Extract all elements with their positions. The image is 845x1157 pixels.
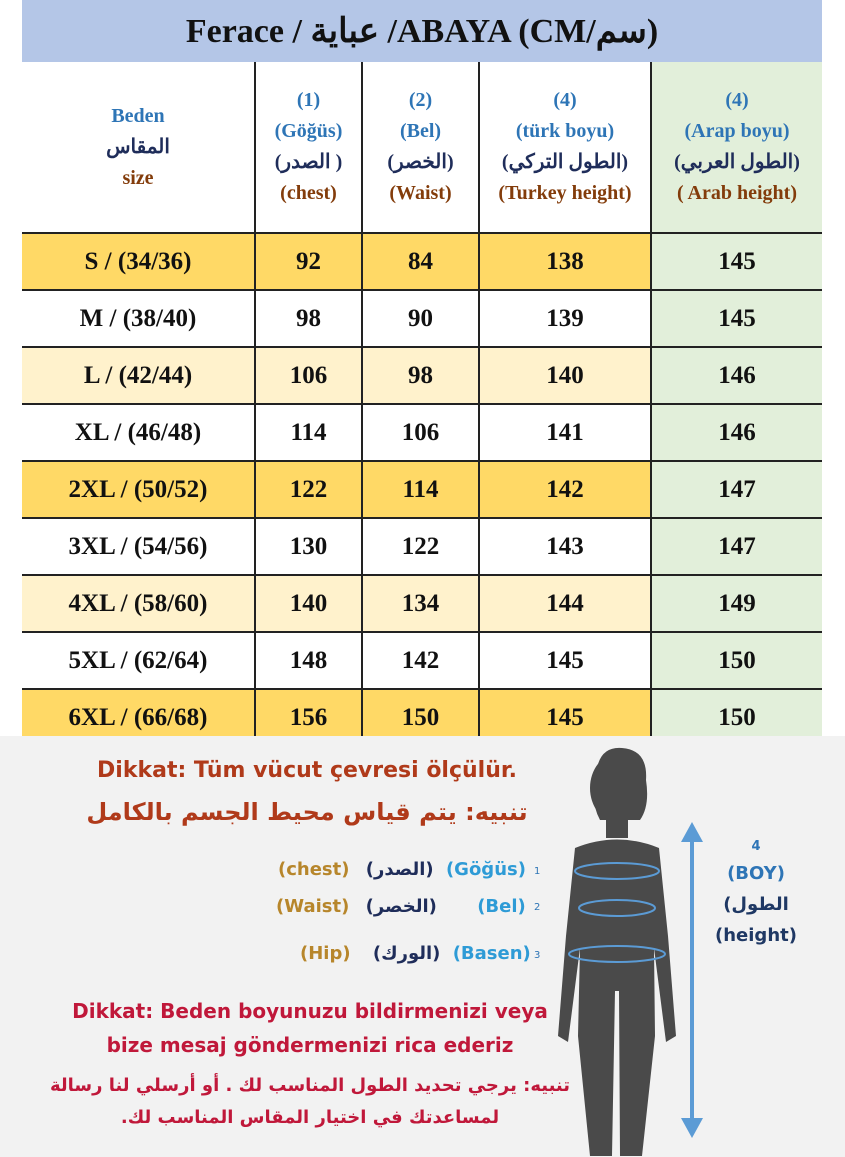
- cell-turk: 144: [479, 575, 651, 632]
- cell-turk: 145: [479, 632, 651, 689]
- m1-tr: (Göğüs): [445, 859, 526, 880]
- m1-en: (chest): [278, 859, 350, 880]
- cell-chest: 98: [255, 290, 362, 347]
- cell-chest: 156: [255, 689, 362, 746]
- header-arab: [651, 62, 822, 233]
- dikkat2-ar-line2: لمساعدتك في اختيار المقاس المناسب لك.: [120, 1107, 500, 1128]
- cell-waist: 134: [362, 575, 479, 632]
- cell-arab: 145: [651, 233, 822, 290]
- boy-boy: (BOY): [727, 863, 785, 884]
- size-row: [22, 518, 822, 575]
- dikkat2-ar-line1: تنبيه: يرجي تحديد الطول المناسب لك . أو أرسلي لنا رسالة: [49, 1075, 571, 1096]
- m2-num: 2: [534, 902, 541, 913]
- note-dikkat-2-ar: [40, 1070, 580, 1134]
- size-row: [22, 233, 822, 290]
- size-row: [22, 461, 822, 518]
- cell-turk: 139: [479, 290, 651, 347]
- cell-turk: 145: [479, 689, 651, 746]
- cell-arab: 146: [651, 347, 822, 404]
- cell-size: L / (42/44): [22, 347, 255, 404]
- size-row: [22, 347, 822, 404]
- cell-chest: 122: [255, 461, 362, 518]
- note-dikkat-1-ar: تنبيه: يتم قياس محيط الجسم بالكامل: [86, 798, 528, 826]
- cell-chest: 130: [255, 518, 362, 575]
- measure-row-hip: [300, 943, 531, 964]
- cell-arab: 145: [651, 290, 822, 347]
- m2-en: (Waist): [276, 896, 350, 917]
- arab-tr: (Arap boyu): [684, 120, 790, 142]
- boy-en: (height): [715, 925, 797, 946]
- header-beden: [22, 62, 255, 233]
- cell-arab: 150: [651, 689, 822, 746]
- cell-waist: 84: [362, 233, 479, 290]
- beden-ar: المقاس: [106, 135, 170, 158]
- header-waist: [362, 62, 479, 233]
- cell-chest: 140: [255, 575, 362, 632]
- m3-ar: (الورك): [372, 943, 441, 964]
- m3-num: 3: [534, 950, 541, 961]
- cell-arab: 146: [651, 404, 822, 461]
- cell-waist: 98: [362, 347, 479, 404]
- m3-en: (Hip): [300, 943, 351, 964]
- dikkat2-line1: Dikkat: Beden boyunuzu bildirmenizi veya: [72, 999, 548, 1023]
- cell-waist: 122: [362, 518, 479, 575]
- cell-arab: 149: [651, 575, 822, 632]
- cell-size: 5XL / (62/64): [22, 632, 255, 689]
- chest-tr: (Göğüs): [274, 120, 343, 142]
- boy-num: 4: [751, 839, 761, 854]
- title-text: Ferace / عباية /ABAYA (CM/سم): [185, 13, 659, 50]
- cell-chest: 148: [255, 632, 362, 689]
- cell-size: 6XL / (66/68): [22, 689, 255, 746]
- cell-turk: 140: [479, 347, 651, 404]
- cell-turk: 143: [479, 518, 651, 575]
- boy-ar: (الطول: [723, 894, 789, 915]
- cell-turk: 138: [479, 233, 651, 290]
- cell-waist: 106: [362, 404, 479, 461]
- chest-en: (chest): [280, 182, 337, 204]
- note-dikkat-2: [40, 994, 580, 1062]
- cell-arab: 150: [651, 632, 822, 689]
- cell-waist: 114: [362, 461, 479, 518]
- size-row: [22, 404, 822, 461]
- cell-size: S / (34/36): [22, 233, 255, 290]
- turk-tr: (türk boyu): [515, 120, 615, 142]
- measurement-guide: [0, 736, 845, 1157]
- beden-sub: size: [122, 166, 154, 189]
- header-row: [22, 62, 822, 233]
- cell-turk: 141: [479, 404, 651, 461]
- cell-size: XL / (46/48): [22, 404, 255, 461]
- turk-en: (Turkey height): [498, 182, 632, 204]
- chest-ar: (الصدر ): [274, 151, 343, 173]
- cell-size: M / (38/40): [22, 290, 255, 347]
- header-turk: [479, 62, 651, 233]
- cell-turk: 142: [479, 461, 651, 518]
- arab-num: (4): [725, 89, 749, 111]
- m2-tr: (Bel): [477, 896, 526, 917]
- dikkat2-line2: bize mesaj göndermenizi rica ederiz: [106, 1033, 514, 1057]
- waist-num: (2): [408, 89, 433, 111]
- cell-chest: 92: [255, 233, 362, 290]
- measure-row-chest: [278, 859, 526, 880]
- cell-size: 3XL / (54/56): [22, 518, 255, 575]
- size-table: [22, 62, 822, 747]
- turk-ar: (الطول التركي): [501, 151, 629, 173]
- m3-tr: (Basen): [452, 943, 531, 964]
- m2-ar: (الخصر): [365, 896, 437, 917]
- cell-chest: 106: [255, 347, 362, 404]
- size-row: [22, 575, 822, 632]
- height-arrow: [681, 822, 703, 1138]
- waist-ar: (الخصر): [387, 151, 454, 173]
- note-dikkat-1: Dikkat: Tüm vücut çevresi ölçülür.: [97, 758, 517, 783]
- cell-chest: 114: [255, 404, 362, 461]
- m1-ar: (الصدر): [365, 859, 434, 880]
- cell-waist: 142: [362, 632, 479, 689]
- height-label: [706, 836, 806, 951]
- cell-waist: 150: [362, 689, 479, 746]
- m1-num: 1: [534, 866, 541, 877]
- chart-title: [22, 0, 822, 62]
- arab-en: ( Arab height): [677, 182, 797, 204]
- cell-arab: 147: [651, 518, 822, 575]
- size-row: [22, 632, 822, 689]
- size-rows: [22, 233, 822, 746]
- waist-tr: (Bel): [399, 120, 442, 142]
- waist-en: (Waist): [389, 182, 452, 204]
- cell-arab: 147: [651, 461, 822, 518]
- header-chest: [255, 62, 362, 233]
- arab-ar: (الطول العربي): [674, 151, 800, 173]
- beden-en: Beden: [111, 104, 165, 127]
- cell-waist: 90: [362, 290, 479, 347]
- cell-size: 4XL / (58/60): [22, 575, 255, 632]
- measure-row-waist: [276, 896, 526, 917]
- cell-size: 2XL / (50/52): [22, 461, 255, 518]
- chest-num: (1): [296, 89, 321, 111]
- size-row: [22, 290, 822, 347]
- turk-num: (4): [553, 89, 577, 111]
